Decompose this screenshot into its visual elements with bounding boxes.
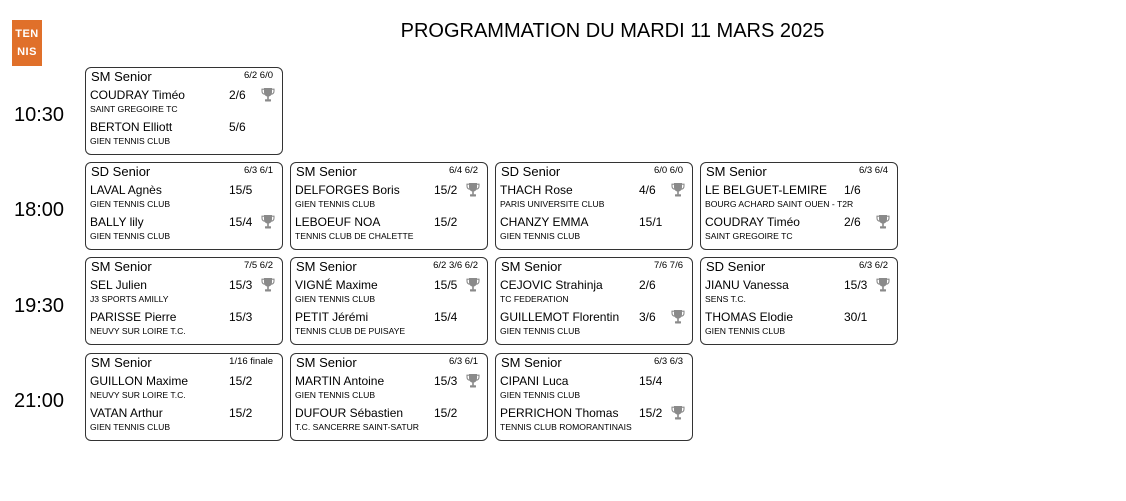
player-club: SAINT GREGOIRE TC xyxy=(705,231,793,241)
player-name: MARTIN Antoine xyxy=(295,374,385,388)
player-ranking: 30/1 xyxy=(844,310,868,324)
player-club: NEUVY SUR LOIRE T.C. xyxy=(90,390,186,400)
player-entry xyxy=(295,215,483,245)
time-slot-label: 18:00 xyxy=(14,199,65,221)
trophy-icon xyxy=(671,405,685,421)
player-club: TC FEDERATION xyxy=(500,294,569,304)
player-entry xyxy=(295,278,483,308)
match-card[interactable] xyxy=(495,162,693,250)
player-club: GIEN TENNIS CLUB xyxy=(90,199,171,209)
match-category: SM Senior xyxy=(296,164,357,179)
player-entry xyxy=(295,374,483,404)
match-card[interactable] xyxy=(700,257,898,345)
match-category: SM Senior xyxy=(501,259,562,274)
player-club: GIEN TENNIS CLUB xyxy=(295,390,376,400)
time-slot-label: 21:00 xyxy=(14,390,65,412)
player-ranking: 15/5 xyxy=(434,278,458,292)
trophy-icon xyxy=(876,277,890,293)
trophy-icon xyxy=(466,373,480,389)
match-card[interactable] xyxy=(700,162,898,250)
trophy-icon xyxy=(261,214,275,230)
player-name: DUFOUR Sébastien xyxy=(295,406,404,420)
player-name: BERTON Elliott xyxy=(90,120,173,134)
player-name: GUILLON Maxime xyxy=(90,374,189,388)
match-category: SD Senior xyxy=(501,164,561,179)
player-ranking: 2/6 xyxy=(229,88,246,102)
player-name: CIPANI Luca xyxy=(500,374,569,388)
match-card[interactable] xyxy=(85,353,283,441)
player-name: COUDRAY Timéo xyxy=(705,215,800,229)
player-name: PERRICHON Thomas xyxy=(500,406,619,420)
player-entry xyxy=(500,406,688,436)
player-entry xyxy=(90,278,278,308)
player-ranking: 15/2 xyxy=(639,406,663,420)
player-name: THOMAS Elodie xyxy=(705,310,794,324)
match-category: SD Senior xyxy=(91,164,151,179)
player-club: J3 SPORTS AMILLY xyxy=(90,294,169,304)
player-club: T.C. SANCERRE SAINT-SATUR xyxy=(295,422,419,432)
player-entry xyxy=(500,215,688,245)
player-ranking: 15/5 xyxy=(229,183,253,197)
logo-text-bottom: NIS xyxy=(17,46,37,58)
player-name: PARISSE Pierre xyxy=(90,310,177,324)
match-card[interactable] xyxy=(495,257,693,345)
player-entry xyxy=(705,215,893,245)
time-slot-label: 19:30 xyxy=(14,295,65,317)
match-category: SM Senior xyxy=(91,355,152,370)
match-score: 6/3 6/2 xyxy=(858,260,888,271)
player-entry xyxy=(295,310,483,340)
player-entry xyxy=(500,278,688,308)
player-ranking: 15/2 xyxy=(434,183,458,197)
trophy-icon xyxy=(261,277,275,293)
player-entry xyxy=(295,183,483,213)
match-score: 6/4 6/2 xyxy=(448,165,478,176)
match-category: SM Senior xyxy=(91,69,152,84)
match-score: 6/0 6/0 xyxy=(653,165,683,176)
player-name: COUDRAY Timéo xyxy=(90,88,185,102)
player-entry xyxy=(90,88,278,118)
match-score: 6/3 6/1 xyxy=(243,165,273,176)
player-entry xyxy=(90,310,278,340)
player-name: THACH Rose xyxy=(500,183,573,197)
player-club: GIEN TENNIS CLUB xyxy=(500,326,581,336)
player-name: SEL Julien xyxy=(90,278,147,292)
player-entry xyxy=(90,120,278,150)
player-ranking: 15/3 xyxy=(844,278,868,292)
match-score: 6/3 6/1 xyxy=(448,356,478,367)
player-ranking: 1/6 xyxy=(844,183,861,197)
player-ranking: 2/6 xyxy=(639,278,656,292)
player-name: PETIT Jérémi xyxy=(295,310,369,324)
player-ranking: 3/6 xyxy=(639,310,656,324)
player-club: TENNIS CLUB ROMORANTINAIS xyxy=(500,422,632,432)
player-club: TENNIS CLUB DE PUISAYE xyxy=(295,326,406,336)
player-club: NEUVY SUR LOIRE T.C. xyxy=(90,326,186,336)
player-club: PARIS UNIVERSITE CLUB xyxy=(500,199,605,209)
trophy-icon xyxy=(671,182,685,198)
match-card[interactable] xyxy=(85,67,283,155)
player-club: BOURG ACHARD SAINT OUEN - T2R xyxy=(705,199,854,209)
player-ranking: 15/2 xyxy=(229,374,253,388)
trophy-icon xyxy=(261,87,275,103)
player-ranking: 15/2 xyxy=(434,406,458,420)
match-card[interactable] xyxy=(85,162,283,250)
trophy-icon xyxy=(876,214,890,230)
player-entry xyxy=(705,310,893,340)
player-name: JIANU Vanessa xyxy=(705,278,789,292)
player-name: LE BELGUET-LEMIRE xyxy=(705,183,828,197)
logo-text-top: TEN xyxy=(15,28,39,40)
player-entry xyxy=(90,183,278,213)
match-card[interactable] xyxy=(290,257,488,345)
player-entry xyxy=(295,406,483,436)
trophy-icon xyxy=(671,309,685,325)
player-name: VIGNÉ Maxime xyxy=(295,278,378,292)
player-ranking: 15/2 xyxy=(229,406,253,420)
player-ranking: 15/3 xyxy=(229,278,253,292)
match-score: 6/3 6/3 xyxy=(653,356,683,367)
match-category: SD Senior xyxy=(706,259,766,274)
player-name: LAVAL Agnès xyxy=(90,183,162,197)
player-entry xyxy=(500,183,688,213)
match-score: 6/3 6/4 xyxy=(858,165,888,176)
player-ranking: 15/4 xyxy=(434,310,458,324)
ffr-tennis-logo xyxy=(12,20,42,66)
match-category: SM Senior xyxy=(706,164,767,179)
player-name: DELFORGES Boris xyxy=(295,183,400,197)
match-card[interactable] xyxy=(290,353,488,441)
player-ranking: 15/4 xyxy=(229,215,253,229)
player-club: GIEN TENNIS CLUB xyxy=(500,390,581,400)
match-category: SM Senior xyxy=(296,259,357,274)
trophy-icon xyxy=(466,277,480,293)
player-entry xyxy=(500,374,688,404)
player-ranking: 5/6 xyxy=(229,120,246,134)
match-category: SM Senior xyxy=(91,259,152,274)
player-club: GIEN TENNIS CLUB xyxy=(90,136,171,146)
player-ranking: 15/3 xyxy=(229,310,253,324)
match-card[interactable] xyxy=(85,257,283,345)
player-club: SENS T.C. xyxy=(705,294,746,304)
player-club: SAINT GREGOIRE TC xyxy=(90,104,178,114)
player-entry xyxy=(500,310,688,340)
player-club: GIEN TENNIS CLUB xyxy=(90,231,171,241)
match-score: 6/2 6/0 xyxy=(243,70,273,81)
player-club: GIEN TENNIS CLUB xyxy=(705,326,786,336)
match-score: 7/5 6/2 xyxy=(243,260,273,271)
player-entry xyxy=(90,406,278,436)
player-name: LEBOEUF NOA xyxy=(295,215,381,229)
player-name: CHANZY EMMA xyxy=(500,215,589,229)
match-score: 6/2 3/6 6/2 xyxy=(433,260,478,271)
player-entry xyxy=(90,215,278,245)
player-entry xyxy=(705,183,893,213)
player-entry xyxy=(90,374,278,404)
player-ranking: 15/4 xyxy=(639,374,663,388)
player-name: GUILLEMOT Florentin xyxy=(500,310,620,324)
player-club: GIEN TENNIS CLUB xyxy=(295,199,376,209)
player-ranking: 4/6 xyxy=(639,183,656,197)
player-name: CEJOVIC Strahinja xyxy=(500,278,603,292)
match-category: SM Senior xyxy=(501,355,562,370)
player-ranking: 15/3 xyxy=(434,374,458,388)
page-title: PROGRAMMATION DU MARDI 11 MARS 2025 xyxy=(400,20,825,42)
time-slot-label: 10:30 xyxy=(14,104,65,126)
match-score: 7/6 7/6 xyxy=(653,260,683,271)
match-score: 1/16 finale xyxy=(229,356,273,367)
player-club: GIEN TENNIS CLUB xyxy=(90,422,171,432)
match-category: SM Senior xyxy=(296,355,357,370)
player-ranking: 15/2 xyxy=(434,215,458,229)
player-name: BALLY lily xyxy=(90,215,144,229)
match-card[interactable] xyxy=(495,353,693,441)
player-ranking: 2/6 xyxy=(844,215,861,229)
player-ranking: 15/1 xyxy=(639,215,663,229)
player-entry xyxy=(705,278,893,308)
trophy-icon xyxy=(466,182,480,198)
match-card[interactable] xyxy=(290,162,488,250)
player-club: GIEN TENNIS CLUB xyxy=(500,231,581,241)
player-club: GIEN TENNIS CLUB xyxy=(295,294,376,304)
player-name: VATAN Arthur xyxy=(90,406,163,420)
player-club: TENNIS CLUB DE CHALETTE xyxy=(295,231,414,241)
